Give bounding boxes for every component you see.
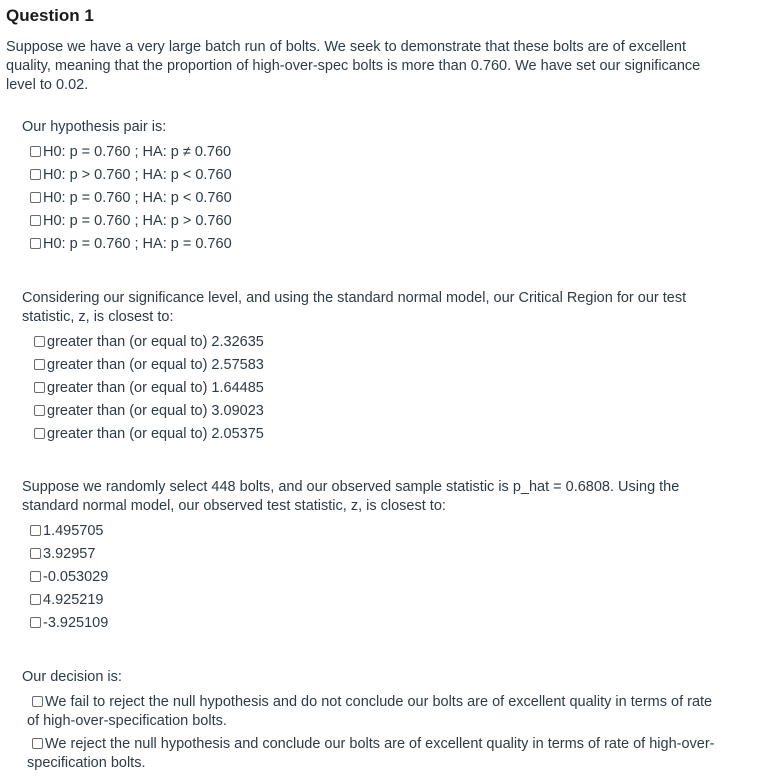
test-statistic-option-2[interactable]: 3.92957 bbox=[30, 545, 712, 564]
test-statistic-option-3[interactable]: -0.053029 bbox=[30, 568, 712, 587]
decision-prompt: Our decision is: bbox=[22, 669, 122, 685]
checkbox[interactable] bbox=[34, 382, 45, 393]
test-statistic-prompt: Suppose we randomly select 448 bolts, and our observed sample statistic is p_hat = 0.6808. Using the standard normal model, our observed test statistic, z, is closest to: bbox=[22, 479, 680, 514]
hypothesis-option-5[interactable]: H0: p = 0.760 ; HA: p = 0.760 bbox=[30, 235, 722, 254]
checkbox[interactable] bbox=[34, 428, 45, 439]
checkbox[interactable] bbox=[34, 359, 45, 370]
test-statistic-options bbox=[30, 522, 712, 633]
question-title: Question 1 bbox=[6, 6, 94, 25]
critical-region-section bbox=[22, 289, 712, 448]
test-statistic-option-5[interactable]: -3.925109 bbox=[30, 614, 712, 633]
hypothesis-prompt: Our hypothesis pair is: bbox=[22, 119, 167, 135]
hypothesis-section bbox=[22, 118, 722, 258]
test-statistic-section bbox=[22, 478, 712, 637]
decision-option-1[interactable]: We fail to reject the null hypothesis and do not conclude our bolts are of excellent quality in terms of rate of high-over-specification bolts. bbox=[27, 694, 713, 729]
decision-section bbox=[22, 668, 722, 777]
checkbox[interactable] bbox=[30, 192, 41, 203]
checkbox[interactable] bbox=[32, 696, 43, 707]
checkbox[interactable] bbox=[30, 238, 41, 249]
hypothesis-option-3[interactable]: H0: p = 0.760 ; HA: p < 0.760 bbox=[30, 189, 722, 208]
question-intro: Suppose we have a very large batch run of bolts. We seek to demonstrate that these bolts are of excellent quality, meaning that the proportion of high-over-spec bolts is more than 0.760. We have set our significance level to 0.02. bbox=[6, 39, 701, 93]
critical-region-options bbox=[34, 333, 712, 444]
critical-region-option-2[interactable]: greater than (or equal to) 2.57583 bbox=[34, 356, 712, 375]
critical-region-option-3[interactable]: greater than (or equal to) 1.64485 bbox=[34, 379, 712, 398]
critical-region-option-5[interactable]: greater than (or equal to) 2.05375 bbox=[34, 425, 712, 444]
critical-region-option-4[interactable]: greater than (or equal to) 3.09023 bbox=[34, 402, 712, 421]
decision-option-2[interactable]: We reject the null hypothesis and conclude our bolts are of excellent quality in terms of rate of high-over-specification bolts. bbox=[27, 736, 715, 771]
checkbox[interactable] bbox=[30, 215, 41, 226]
hypothesis-options bbox=[30, 143, 722, 254]
checkbox[interactable] bbox=[30, 571, 41, 582]
checkbox[interactable] bbox=[30, 594, 41, 605]
checkbox[interactable] bbox=[32, 738, 43, 749]
hypothesis-option-4[interactable]: H0: p = 0.760 ; HA: p > 0.760 bbox=[30, 212, 722, 231]
decision-options bbox=[27, 693, 722, 773]
checkbox[interactable] bbox=[30, 146, 41, 157]
test-statistic-option-4[interactable]: 4.925219 bbox=[30, 591, 712, 610]
checkbox[interactable] bbox=[30, 169, 41, 180]
hypothesis-option-1[interactable]: H0: p = 0.760 ; HA: p ≠ 0.760 bbox=[30, 143, 722, 162]
checkbox[interactable] bbox=[30, 617, 41, 628]
checkbox[interactable] bbox=[34, 405, 45, 416]
critical-region-prompt: Considering our significance level, and using the standard normal model, our Critical Region for our test statistic, z, is closest to: bbox=[22, 290, 687, 325]
test-statistic-option-1[interactable]: 1.495705 bbox=[30, 522, 712, 541]
checkbox[interactable] bbox=[30, 525, 41, 536]
critical-region-option-1[interactable]: greater than (or equal to) 2.32635 bbox=[34, 333, 712, 352]
checkbox[interactable] bbox=[30, 548, 41, 559]
hypothesis-option-2[interactable]: H0: p > 0.760 ; HA: p < 0.760 bbox=[30, 166, 722, 185]
checkbox[interactable] bbox=[34, 336, 45, 347]
